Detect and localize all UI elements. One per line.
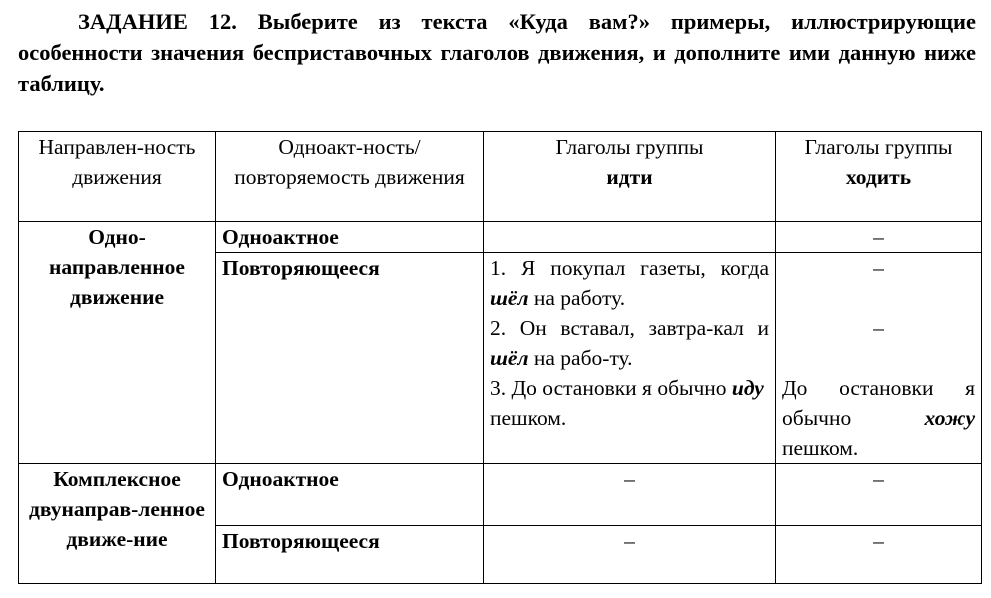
row-type: Повторяющееся	[216, 526, 484, 584]
hodit-cell: –	[776, 464, 982, 526]
hodit-cell: –	[776, 526, 982, 584]
row-type: Повторяющееся	[216, 253, 484, 464]
example-1: 1. Я покупал газеты, когда шёл на работу.	[490, 256, 769, 310]
task-text: ЗАДАНИЕ 12. Выберите из текста «Куда вам?» примеры, иллюстрирующие особенности значения бесприставочных глаголов движения, и дополните ими данную ниже таблицу.	[18, 9, 976, 96]
row-type: Одноактное	[216, 464, 484, 526]
table-row	[19, 464, 982, 526]
header-hodit-group: Глаголы группы ходить	[776, 132, 982, 222]
row-type: Одноактное	[216, 222, 484, 253]
group-label-bidirectional: Комплексное двунаправ-ленное движе-ние	[19, 464, 216, 584]
header-singularity: Одноакт-ность/повторяемость движения	[216, 132, 484, 222]
hodit-cell: –	[776, 222, 982, 253]
idti-examples-cell	[484, 253, 776, 464]
header-idti-group: Глаголы группы идти	[484, 132, 776, 222]
verbs-table	[18, 131, 982, 584]
idti-cell	[484, 222, 776, 253]
hodit-example: До остановки я обычно хожу пешком.	[782, 376, 975, 460]
hodit-examples-cell: – – До остановки я обычно хожу пешком.	[776, 253, 982, 464]
example-2: 2. Он вставал, завтра-кал и шёл на рабо-ту.	[490, 316, 769, 370]
idti-cell: –	[484, 526, 776, 584]
group-label-unidirectional: Одно-направленное движение	[19, 222, 216, 464]
table-row	[19, 222, 982, 253]
example-3: 3. До остановки я обычно иду пешком.	[490, 376, 764, 430]
task-statement	[18, 6, 976, 99]
idti-cell: –	[484, 464, 776, 526]
table-header-row	[19, 132, 982, 222]
header-direction: Направлен-ность движения	[19, 132, 216, 222]
